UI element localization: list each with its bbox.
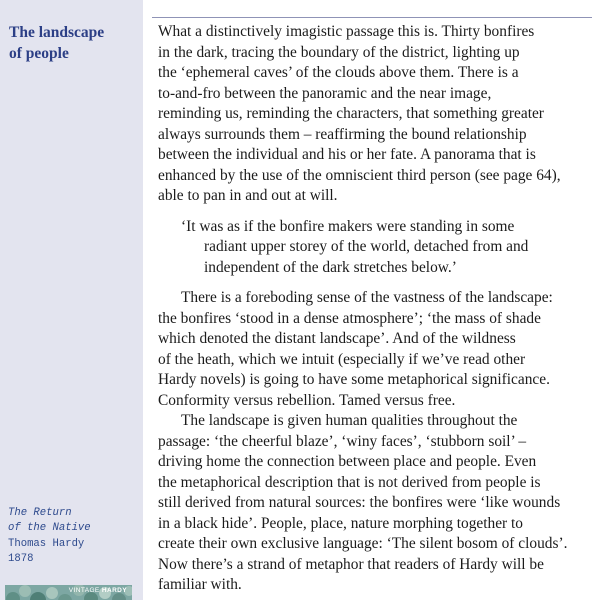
text-line: able to pan in and out at will. [158, 187, 338, 204]
block-quote [181, 217, 594, 279]
header-rule [152, 17, 592, 18]
text-line: which denoted the distant landscape’. And of the wildness [158, 330, 516, 347]
margin-sidebar [0, 0, 143, 600]
text-line: reminding us, reminding the characters, that something greater [158, 105, 544, 122]
text-line: of the heath, which we intuit (especially if we’ve read other [158, 350, 526, 368]
heading-line-1: The landscape [9, 24, 105, 41]
text-line: Now there’s a strand of metaphor that readers of Hardy will be [158, 555, 544, 573]
caption-author: Thomas Hardy [8, 537, 85, 550]
main-text [158, 22, 594, 596]
text-line: The landscape is given human qualities throughout the [181, 412, 518, 429]
text-line: create their own exclusive language: ‘The silent bosom of clouds’. [158, 535, 568, 552]
quote-line: ‘It was as if the bonfire makers were standing in some [181, 217, 515, 235]
text-line: between the individual and his or her fate. A panorama that is [158, 146, 536, 163]
caption-year: 1878 [8, 553, 34, 566]
paragraph-3 [158, 411, 594, 596]
text-line: still derived from natural sources: the bonfires were ‘like wounds [158, 494, 561, 511]
quote-line: radiant upper storey of the world, detached from and [204, 238, 529, 255]
text-line: enhanced by the use of the omniscient third person (see page 64), [158, 166, 561, 184]
caption-title-line-2: of the Native [8, 522, 91, 535]
text-line: to-and-fro between the panoramic and the near image, [158, 84, 492, 102]
text-line: in a black hide’. People, place, nature morphing together to [158, 514, 523, 532]
cover-label-brand: HARDY [101, 587, 127, 594]
caption-title-line-1: The Return [8, 507, 72, 519]
text-line: the metaphorical description that is not derived from people is [158, 473, 541, 491]
cover-label-prefix: VINTAGE [68, 587, 100, 594]
heading-line-2: of people [9, 45, 69, 62]
book-caption [8, 506, 140, 568]
text-line: driving home the connection between place and people. Even [158, 453, 537, 470]
quote-line: independent of the dark stretches below.’ [204, 258, 457, 276]
paragraph-1 [158, 22, 594, 207]
text-line: What a distinctively imagistic passage this is. Thirty bonfires [158, 23, 535, 40]
text-line: passage: ‘the cheerful blaze’, ‘winy faces’, ‘stubborn soil’ – [158, 432, 527, 450]
section-heading [9, 22, 139, 64]
text-line: There is a foreboding sense of the vastness of the landscape: [181, 289, 553, 306]
text-line: Conformity versus rebellion. Tamed versus free. [158, 391, 456, 409]
paragraph-2 [158, 288, 594, 411]
text-line: Hardy novels) is going to have some metaphorical significance. [158, 371, 550, 388]
cover-label [69, 587, 127, 594]
text-line: the ‘ephemeral caves’ of the clouds above them. There is a [158, 64, 519, 81]
text-line: the bonfires ‘stood in a dense atmosphere’; ‘the mass of shade [158, 309, 541, 327]
text-line: familiar with. [158, 576, 242, 593]
book-cover-thumbnail [5, 585, 132, 600]
text-line: in the dark, tracing the boundary of the district, lighting up [158, 43, 520, 61]
text-line: always surrounds them – reaffirming the bound relationship [158, 125, 527, 143]
